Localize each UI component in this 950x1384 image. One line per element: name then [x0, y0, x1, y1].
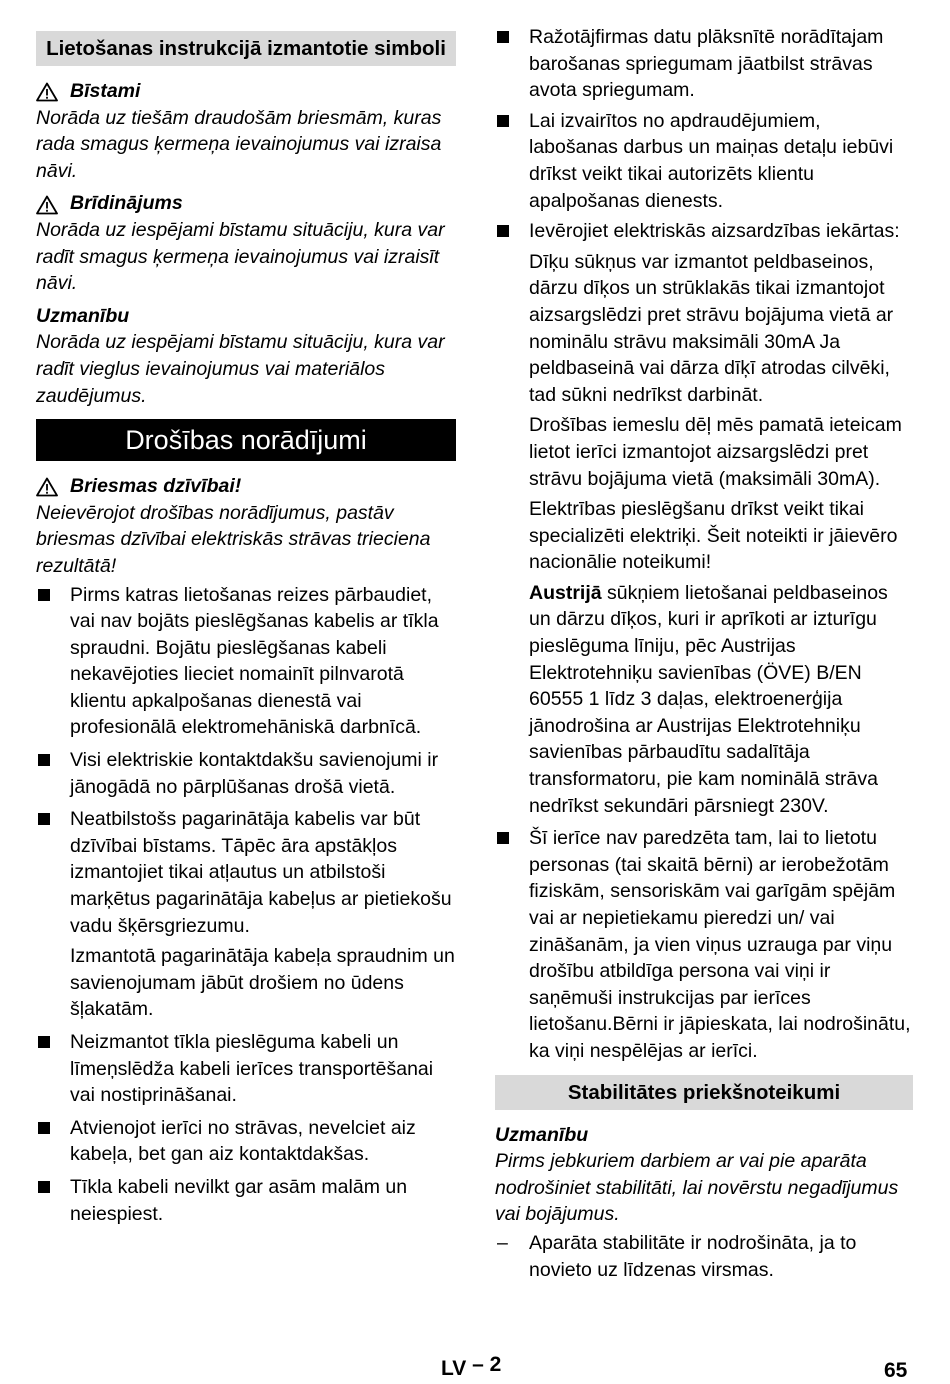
bullet-square-icon [38, 1181, 50, 1193]
dash-marker: – [497, 1231, 508, 1254]
list-item [495, 825, 913, 1064]
life-danger-signal [36, 473, 456, 500]
stability-caution-title: Uzmanību [495, 1123, 589, 1146]
stability-heading: Stabilitātes priekšnoteikumi [495, 1075, 913, 1110]
dash-list-item-text: Aparāta stabilitāte ir nodrošināta, ja to novieto uz līdzenas virsmas. [529, 1231, 857, 1281]
austria-paragraph [495, 580, 913, 819]
list-item-text: Ievērojiet elektriskās aizsardzības iekārtas: [529, 220, 900, 243]
right-column [495, 0, 913, 1283]
list-item [36, 582, 456, 742]
bullet-square-icon [497, 832, 509, 844]
dash-list-item [495, 1230, 913, 1283]
list-item-text: Visi elektriskie kontaktdakšu savienojumi ir jānogādā no pārplūšanas drošā vietā. [70, 749, 439, 798]
bullet-square-icon [497, 115, 509, 127]
footer-section: – 2 [472, 1353, 502, 1376]
footer-lang: LV [441, 1357, 467, 1380]
safety-heading: Drošības norādījumi [36, 419, 456, 461]
warning-title: Brīdinājums [70, 192, 183, 215]
list-item [36, 1174, 456, 1227]
page-number: 65 [884, 1359, 908, 1382]
warning-triangle-icon [36, 82, 58, 102]
list-item [36, 747, 456, 800]
list-item [495, 24, 913, 104]
list-item-text: Neizmantot tīkla pieslēguma kabeli un līmeņslēdža kabeli ierīces transportēšanai vai nostiprināšanai. [70, 1031, 434, 1107]
protection-paragraph: Elektrības pieslēgšanu drīkst veikt tikai specializēti elektriķi. Šeit noteikti ir jāievēro nacionālie noteikumi! [529, 498, 898, 574]
footer-section-label [441, 1353, 502, 1382]
list-item-text: Atvienojot ierīci no strāvas, nevelciet aiz kabeļa, bet gan aiz kontaktdakšas. [70, 1116, 416, 1166]
bullet-square-icon [497, 225, 509, 237]
warning-signal [36, 190, 456, 217]
protection-paragraph: Dīķu sūkņus var izmantot peldbaseinos, dārzu dīķos un strūklakās tikai izmantojot aizsargslēdzi pret strāvu bojājuma vietā ar nominālu strāvu maksimāli 30mA Ja peldbaseinā vai dārza dīķī atrodas cilvēki, tad sūkni nedrīkst darbināt. [529, 250, 894, 406]
list-item [495, 108, 913, 214]
caution-title: Uzmanību [36, 304, 130, 327]
caution-text: Norāda uz iespējami bīstamu situāciju, kura var radīt vieglus ievainojumus vai materiālos zaudējumus. [36, 331, 445, 407]
stability-caution-text: Pirms jebkuriem darbiem ar vai pie aparāta nodrošiniet stabilitāti, lai novērstu negadījumus vai bojājumus. [495, 1150, 899, 1226]
bullet-square-icon [38, 1122, 50, 1134]
list-item-text: Lai izvairītos no apdraudējumiem, labošanas darbus un maiņas detaļu iebūvi drīkst veikt tikai autorizēts klientu apalpošanas dienests. [529, 109, 894, 212]
list-item-text: Šī ierīce nav paredzēta tam, lai to lietotu personas (tai skaitā bērni) ar ierobežotām fiziskām, sensoriskām vai garīgām spējām vai ar nepietiekamu pieredzi un/ vai zināšanām, ja vien viņus uzrauga par viņu drošību atbildīga persona vai viņi ir saņēmuši instrukcijas par ierīces lietošanu.Bērni ir jāpieskata, lai nodrošinātu, ka viņi nespēlējas ar ierīci. [529, 827, 911, 1062]
list-item-text: Tīkla kabeli nevilkt gar asām malām un neiespiest. [70, 1175, 408, 1225]
austria-text: sūkņiem lietošanai peldbaseinos un dārzu dīķos, kuri ir aprīkoti ar izturīgu pieslēguma līniju, pēc Austrijas Elektrotehniķu savienības (ÖVE) B/EN 60555 1 līdz 3 daļas, elektroenerģija jānodrošina ar Austrijas Elektrotehniķu savienības pārbaudītu sadalītāja transformatoru, pie kam nominālā strāva nedrīkst sekundāri pārsniegt 230V. [529, 581, 888, 817]
warning-text: Norāda uz iespējami bīstamu situāciju, kura var radīt smagus ķermeņa ievainojumus vai izraisīt nāvi. [36, 218, 445, 295]
left-column [36, 0, 456, 1227]
bullet-square-icon [497, 31, 509, 43]
symbols-heading: Lietošanas instrukcijā izmantotie simboli [36, 31, 456, 66]
list-item-subtext: Izmantotā pagarinātāja kabeļa spraudnim un savienojumam jābūt drošiem no ūdens šļakatām. [70, 945, 455, 1021]
list-item-text: Neatbilstošs pagarinātāja kabelis var būt dzīvībai bīstams. Tāpēc āra apstākļos izmantojiet tikai atļautus un atbilstoši marķētus pagarinātāja kabeļus ar pietiekošu vadu šķērsgriezumu. [70, 808, 452, 937]
warning-triangle-icon [36, 477, 58, 497]
austria-label: Austrijā [529, 581, 602, 604]
list-item [495, 218, 913, 245]
danger-title: Bīstami [70, 80, 141, 102]
warning-triangle-icon [36, 195, 58, 215]
list-item-text: Pirms katras lietošanas reizes pārbaudiet, vai nav bojāts pieslēgšanas kabelis ar tīkla spraudni. Bojātu pieslēgšanas kabeli nekavējoties lieciet nomainīt pilnvarotā klientu apkalpošanas dienestā vai profesionālā elektromehāniskā darbnīcā. [70, 583, 439, 739]
bullet-square-icon [38, 813, 50, 825]
bullet-square-icon [38, 754, 50, 766]
list-item [36, 1029, 456, 1109]
list-item-text: Ražotājfirmas datu plāksnītē norādītajam barošanas spriegumam jāatbilst strāvas avota spriegumam. [529, 26, 884, 102]
life-danger-title: Briesmas dzīvībai! [70, 475, 242, 498]
bullet-square-icon [38, 589, 50, 601]
life-danger-text: Neievērojot drošības norādījumus, pastāv briesmas dzīvībai elektriskās strāvas trieciena rezultātā! [36, 501, 431, 577]
list-item [36, 1115, 456, 1168]
bullet-square-icon [38, 1036, 50, 1048]
danger-signal [36, 78, 456, 105]
danger-text: Norāda uz tiešām draudošām briesmām, kuras rada smagus ķermeņa ievainojumus vai izraisa nāvi. [36, 106, 442, 182]
list-item [36, 806, 456, 939]
protection-paragraph: Drošības iemeslu dēļ mēs pamatā ieteicam lietot ierīci izmantojot aizsargslēdzi pret strāvu bojājuma vietā (maksimāli 30mA). [529, 414, 902, 490]
